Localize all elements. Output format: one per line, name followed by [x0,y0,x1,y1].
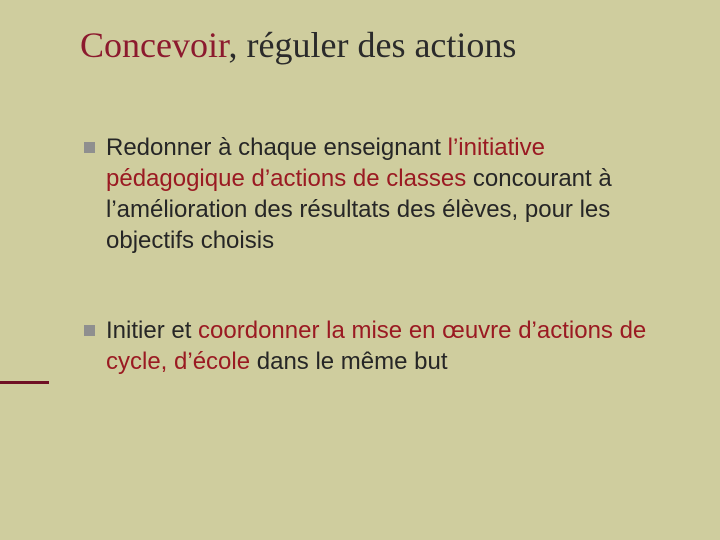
square-bullet-icon [84,325,95,336]
bullet-1-highlight: l’initiative pédagogique d’actions de classes [106,134,545,192]
title-accent-word: Concevoir [80,25,229,65]
bullet-2-part-1: Initier et [106,317,199,344]
title-rest: , réguler des actions [228,25,517,65]
bullet-1-part-3: concourant à l’amélioration des résultats des élèves, pour les objectifs choisis [106,165,612,254]
bullet-text-1 [106,132,684,256]
bullet-1-part-1: Redonner à chaque enseignant [106,134,448,161]
bullet-2-part-3: dans le même but [250,348,448,375]
bullet-text-2 [106,315,684,377]
decorative-side-bar [0,381,49,384]
slide-title [80,24,516,66]
bullet-2-highlight: coordonner la mise en œuvre d’actions de cycle, d’école [106,317,647,375]
square-bullet-icon [84,142,95,153]
bullet-item-2 [84,315,684,377]
bullet-item-1 [84,132,684,256]
